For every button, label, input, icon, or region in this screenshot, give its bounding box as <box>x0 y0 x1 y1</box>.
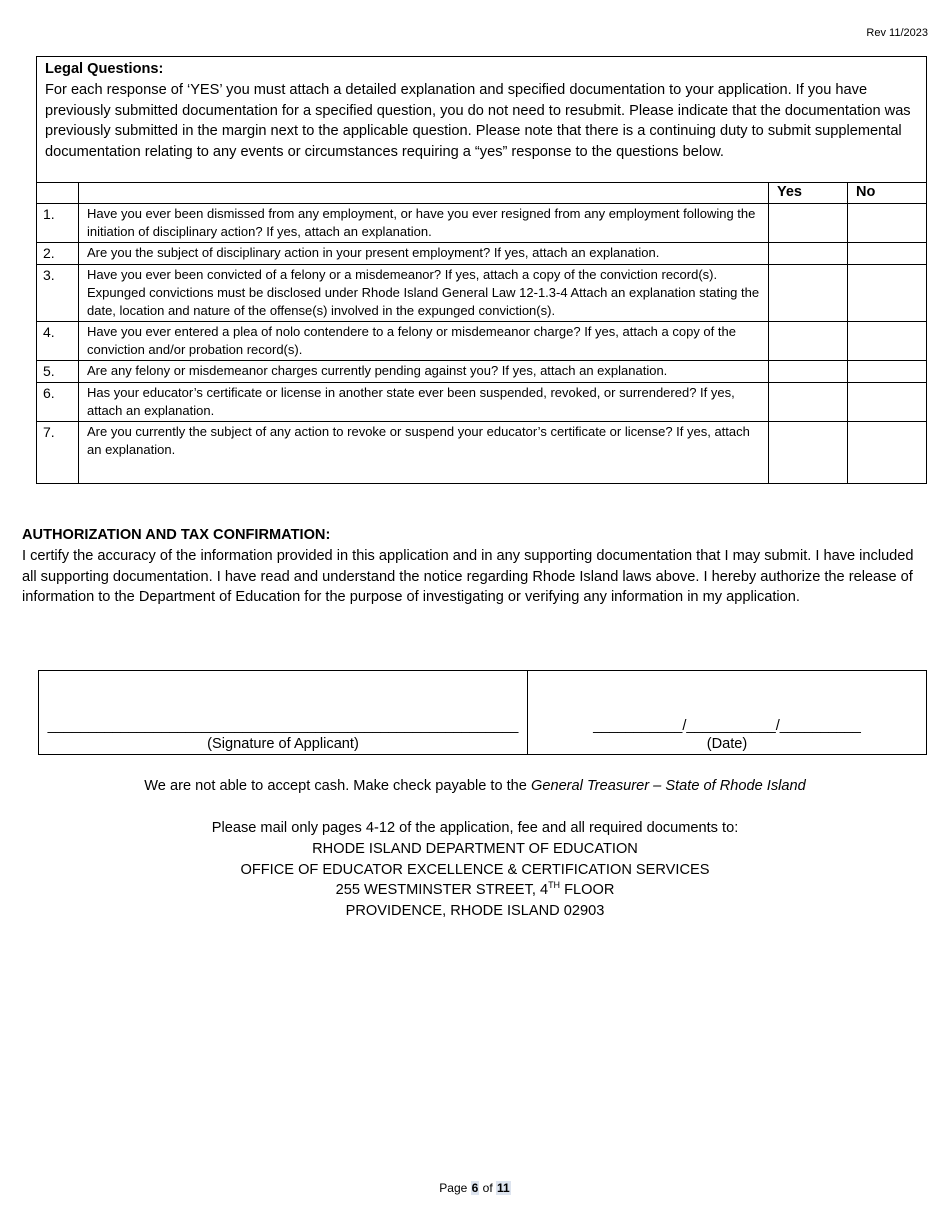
of-label: of <box>482 1181 493 1195</box>
column-header-yes: Yes <box>769 183 848 204</box>
date-field[interactable] <box>528 671 927 755</box>
question-number: 7. <box>37 422 79 484</box>
signature-table <box>38 670 927 755</box>
authorization-title: AUTHORIZATION AND TAX CONFIRMATION: <box>22 527 331 543</box>
mailing-intro: Please mail only pages 4-12 of the application, fee and all required documents to: <box>211 820 739 836</box>
authorization-section <box>22 525 927 608</box>
payment-payee: General Treasurer – State of Rhode Island <box>530 778 806 794</box>
yes-checkbox-cell[interactable] <box>769 383 848 422</box>
legal-intro-cell <box>37 57 927 183</box>
yes-checkbox-cell[interactable] <box>769 361 848 383</box>
mailing-line-1: RHODE ISLAND DEPARTMENT OF EDUCATION <box>312 840 638 857</box>
mailing-line-3 <box>0 880 950 901</box>
no-checkbox-cell[interactable] <box>848 422 927 484</box>
table-row <box>37 204 927 243</box>
table-row <box>37 265 927 322</box>
column-header-no: No <box>848 183 927 204</box>
question-number: 4. <box>37 322 79 361</box>
no-checkbox-cell[interactable] <box>848 265 927 322</box>
page-total: 11 <box>497 1181 510 1195</box>
table-row <box>37 383 927 422</box>
question-text: Are any felony or misdemeanor charges currently pending against you? If yes, attach an explanation. <box>79 361 769 383</box>
table-row <box>37 422 927 484</box>
question-number: 6. <box>37 383 79 422</box>
table-row <box>37 243 927 265</box>
mailing-address <box>0 818 950 922</box>
yes-checkbox-cell[interactable] <box>769 322 848 361</box>
signature-label: (Signature of Applicant) <box>207 736 359 752</box>
question-text: Are you currently the subject of any action to revoke or suspend your educator’s certificate or license? If yes, attach an explanation. <box>79 422 769 484</box>
revision-label: Rev 11/2023 <box>866 27 928 39</box>
question-text: Has your educator’s certificate or license in another state ever been suspended, revoked, or surrendered? If yes, attach an explanation. <box>79 383 769 422</box>
mailing-line-2: OFFICE OF EDUCATOR EXCELLENCE & CERTIFICATION SERVICES <box>240 861 710 878</box>
no-checkbox-cell[interactable] <box>848 322 927 361</box>
mailing-line-4: PROVIDENCE, RHODE ISLAND 02903 <box>345 903 605 920</box>
table-row <box>37 361 927 383</box>
header-blank-question <box>79 183 769 204</box>
question-text: Have you ever been convicted of a felony or a misdemeanor? If yes, attach a copy of the conviction record(s). Expunged convictions must be disclosed under Rhode Island General Law 12-1.3-4 Attach an explanation stating the date, location and nature of the offense(s) involved in the expunged conviction(s). <box>79 265 769 322</box>
no-checkbox-cell[interactable] <box>848 383 927 422</box>
floor-label: FLOOR <box>560 882 615 899</box>
question-text: Have you ever been dismissed from any employment, or have you ever resigned from any employment following the initiation of disciplinary action? If yes, attach an explanation. <box>79 204 769 243</box>
payment-note <box>0 776 950 797</box>
page-number <box>0 1181 950 1195</box>
question-number: 2. <box>37 243 79 265</box>
question-number: 3. <box>37 265 79 322</box>
no-checkbox-cell[interactable] <box>848 361 927 383</box>
question-text: Are you the subject of disciplinary action in your present employment? If yes, attach an explanation. <box>79 243 769 265</box>
question-number: 5. <box>37 361 79 383</box>
legal-title: Legal Questions: <box>45 61 164 77</box>
payment-text: We are not able to accept cash. Make check payable to the <box>144 778 531 794</box>
question-text: Have you ever entered a plea of nolo contendere to a felony or misdemeanor charge? If yes, attach a copy of the conviction and/or probation record(s). <box>79 322 769 361</box>
yes-checkbox-cell[interactable] <box>769 243 848 265</box>
no-checkbox-cell[interactable] <box>848 243 927 265</box>
yes-checkbox-cell[interactable] <box>769 265 848 322</box>
question-number: 1. <box>37 204 79 243</box>
legal-questions-table <box>36 56 927 484</box>
legal-intro-text: For each response of ‘YES’ you must attach a detailed explanation and specified documentation to your application. If you have previously submitted documentation for a specified question, you do not need to resubmit. Please indicate that the documentation was previously submitted in the margin next to the applicable question. Please note that there is a continuing duty to submit supplemental documentation relating to any events or circumstances requiring a “yes” response to the questions below. <box>45 81 911 161</box>
signature-field[interactable] <box>39 671 528 755</box>
yes-checkbox-cell[interactable] <box>769 204 848 243</box>
signature-line: __________________________________________________________ <box>47 718 519 734</box>
yes-checkbox-cell[interactable] <box>769 422 848 484</box>
page-label: Page <box>439 1181 468 1195</box>
no-checkbox-cell[interactable] <box>848 204 927 243</box>
table-row <box>37 322 927 361</box>
header-blank-num <box>37 183 79 204</box>
floor-suffix: TH <box>548 880 561 891</box>
street-address: 255 WESTMINSTER STREET, 4 <box>335 882 549 899</box>
date-line: ___________/___________/__________ <box>593 718 861 734</box>
authorization-text: I certify the accuracy of the information provided in this application and in any supporting documentation that I may submit. I have included all supporting documentation. I have read and understand the notice regarding Rhode Island laws above. I hereby authorize the release of information to the Department of Education for the purpose of investigating or verifying any information in my application. <box>22 547 914 606</box>
page-current: 6 <box>471 1181 479 1195</box>
date-label: (Date) <box>706 736 748 752</box>
